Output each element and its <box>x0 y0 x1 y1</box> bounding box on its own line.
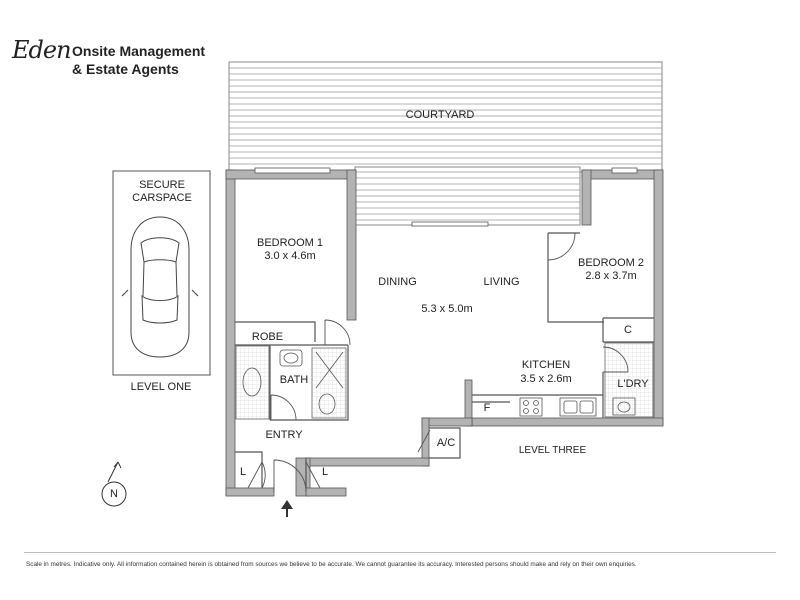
linen-left-label: L <box>239 466 247 478</box>
bath-label: BATH <box>279 374 309 386</box>
kitchen-name: KITCHEN <box>521 359 571 371</box>
eden-logo: Eden <box>12 36 71 64</box>
kitchen-size: 3.5 x 2.6m <box>520 373 572 385</box>
courtyard-label: COURTYARD <box>405 109 475 121</box>
carspace-label-2: CARSPACE <box>132 192 192 204</box>
bedroom2-size: 2.8 x 3.7m <box>585 270 637 282</box>
brand-line-1: Onsite Management <box>72 43 206 59</box>
linen-right-label: L <box>321 466 329 478</box>
bedroom1-name: BEDROOM 1 <box>256 237 323 249</box>
brand-line-2: & Estate Agents <box>72 61 179 77</box>
footer-divider <box>24 552 776 553</box>
level-three-label: LEVEL THREE <box>518 445 587 456</box>
robe-label: ROBE <box>251 331 284 343</box>
cupboard-label: C <box>624 324 632 336</box>
north-label: N <box>110 488 118 500</box>
entry-arrow-icon <box>281 500 293 517</box>
deck-extension <box>355 167 580 225</box>
carspace-label-1: SECURE <box>139 179 185 191</box>
bedroom2-name: BEDROOM 2 <box>577 257 644 269</box>
laundry-label: L'DRY <box>617 378 649 390</box>
bedroom1-size: 3.0 x 4.6m <box>264 250 316 262</box>
living-label: LIVING <box>483 276 520 288</box>
fridge-label: F <box>483 402 491 414</box>
dining-label: DINING <box>378 276 417 288</box>
aircon-label: A/C <box>436 437 456 449</box>
level-one-label: LEVEL ONE <box>130 381 192 393</box>
entry-label: ENTRY <box>265 429 303 441</box>
living-dining-size: 5.3 x 5.0m <box>421 303 473 315</box>
disclaimer-text: Scale in metres. Indicative only. All information contained herein is obtained from sources we believe to be accurate. We cannot guarantee its accuracy. Interested persons should make and rely on their own enquiries. <box>26 561 637 568</box>
